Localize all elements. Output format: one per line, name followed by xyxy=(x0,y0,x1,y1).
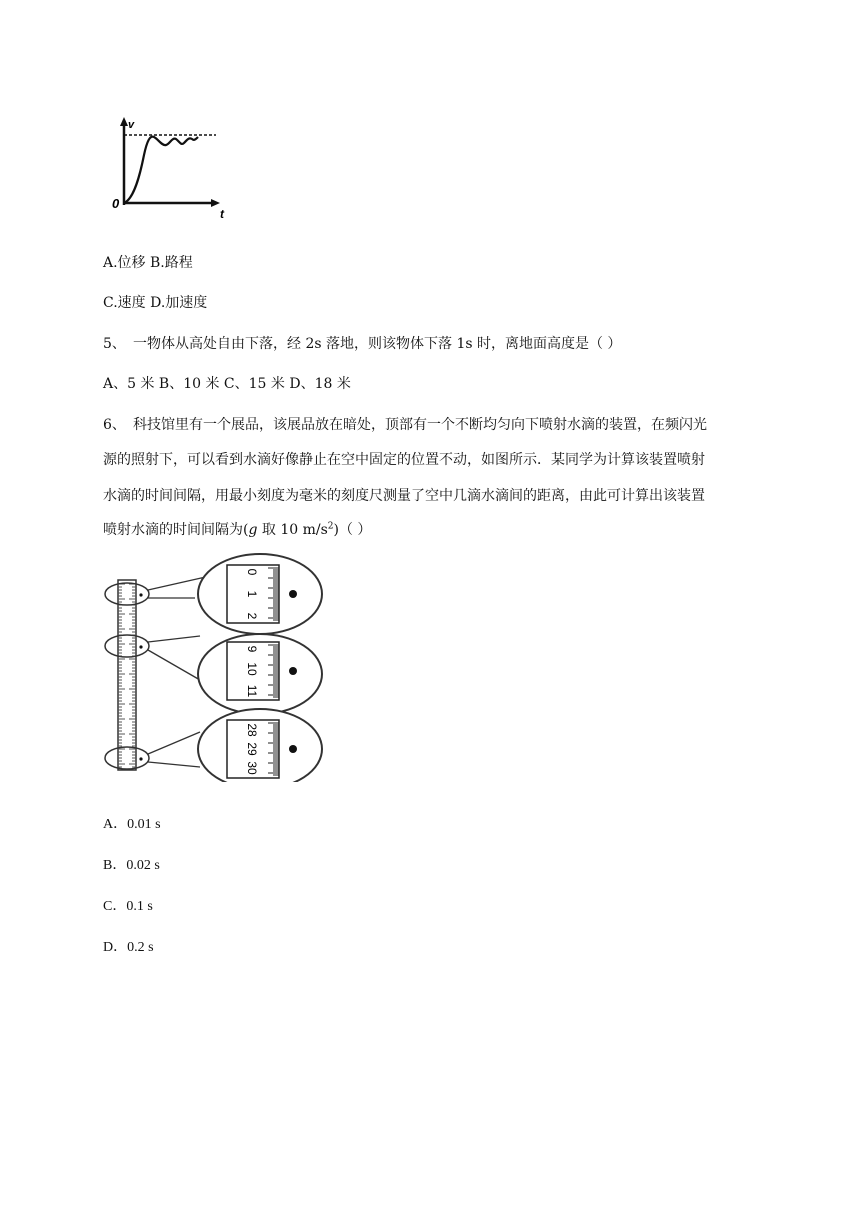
ruler-label: 2 xyxy=(245,612,259,620)
ruler-labels-3 xyxy=(245,723,259,775)
x-axis-label: t xyxy=(220,207,224,221)
q6-line2: 源的照射下，可以看到水滴好像静止在空中固定的位置不动，如图所示．某同学为计算该装置喷射 xyxy=(103,452,705,468)
magnified-drop-1 xyxy=(289,590,297,598)
water-drop-2 xyxy=(139,645,142,648)
q4-options-line2: C.速度 D.加速度 xyxy=(103,295,208,311)
ruler-label: 11 xyxy=(245,684,259,698)
ruler-label: 9 xyxy=(245,645,259,653)
y-axis-label: v xyxy=(128,119,135,131)
y-axis-arrow xyxy=(120,117,128,126)
magnified-drop-2 xyxy=(289,667,297,675)
q6-g-symbol: g xyxy=(248,522,258,538)
x-axis-arrow xyxy=(211,199,220,207)
origin-label: 0 xyxy=(112,196,120,211)
ruler-label: 30 xyxy=(245,761,259,775)
magnified-drop-3 xyxy=(289,745,297,753)
q4-options-line1: A.位移 B.路程 xyxy=(103,255,193,271)
velocity-time-graph xyxy=(108,115,238,225)
ruler-label: 29 xyxy=(245,742,259,756)
q5-number: 5、 xyxy=(103,336,126,352)
q6-line4-post: )（ ） xyxy=(333,522,372,538)
q6-option-b: B．0.02 s xyxy=(103,858,160,873)
q6-line4-mid: 取 10 m/s xyxy=(257,522,328,538)
water-drop-1 xyxy=(139,593,142,596)
water-drop-3 xyxy=(139,757,142,760)
ruler-label: 0 xyxy=(245,568,259,576)
q6-option-d: D．0.2 s xyxy=(103,940,154,955)
q6-line3: 水滴的时间间隔，用最小刻度为毫米的刻度尺测量了空中几滴水滴间的距离，由此可计算出该装置 xyxy=(103,488,705,504)
ruler-label: 28 xyxy=(245,723,259,737)
q6-line4-pre: 喷射水滴的时间间隔为( xyxy=(103,522,249,538)
curve xyxy=(124,137,198,203)
q6-line4 xyxy=(103,520,371,540)
water-drop-ruler-figure xyxy=(100,552,330,782)
q5-options: A、5 米 B、10 米 C、15 米 D、18 米 xyxy=(103,376,351,392)
q6-number: 6、 xyxy=(103,417,126,433)
q6-exponent: 2 xyxy=(327,521,334,532)
q6-option-c: C．0.1 s xyxy=(103,899,153,914)
q6-line1: 科技馆里有一个展品，该展品放在暗处，顶部有一个不断均匀向下喷射水滴的装置，在频闪光 xyxy=(133,417,707,433)
q6-option-a: A．0.01 s xyxy=(103,817,161,832)
ruler-label: 1 xyxy=(245,590,259,598)
ruler-label: 10 xyxy=(245,662,259,676)
q5-question-text: 一物体从高处自由下落，经 2s 落地，则该物体下落 1s 时，离地面高度是（ ） xyxy=(133,336,622,352)
